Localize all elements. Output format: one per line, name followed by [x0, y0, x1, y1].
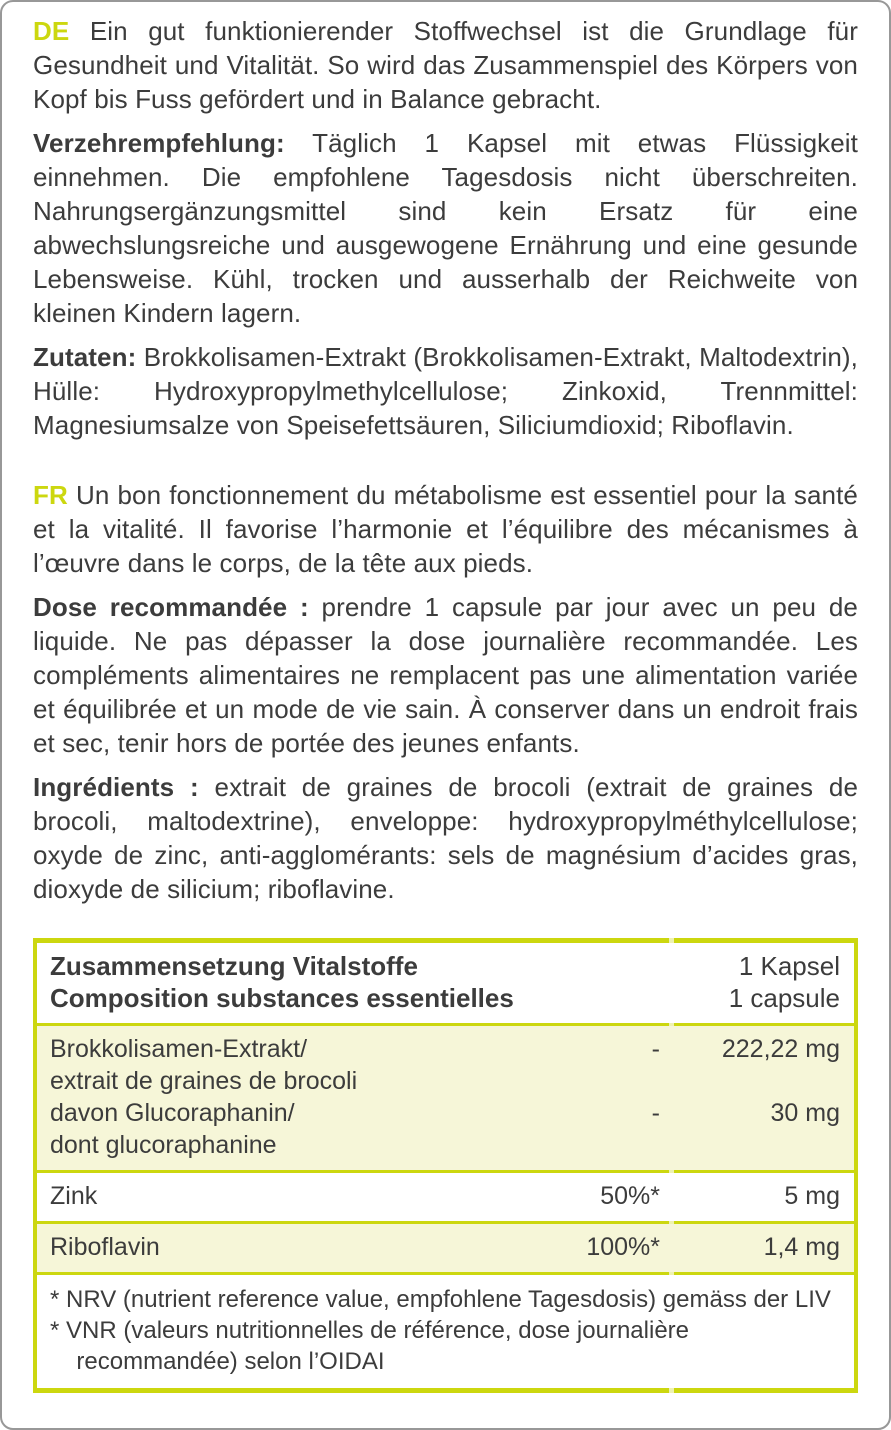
de-dosage-paragraph — [33, 126, 858, 330]
de-dosage-text: Täglich 1 Kapsel mit etwas Flüssigkeit einnehmen. Die empfohlene Tagesdosis nicht überschreiten. Nahrungsergänzungsmittel sind kein Ersatz für eine abwechslungsreiche und ausgewogene Ernährung und eine gesunde Lebensweise. Kühl, trocken und ausserhalb der Reichweite von kleinen Kindern lagern. — [33, 128, 858, 328]
fr-dosage-label: Dose recommandée : — [33, 592, 309, 622]
table-unit-fr: 1 capsule — [728, 983, 840, 1013]
de-intro-text: Ein gut funktionierender Stoffwechsel ist die Grundlage für Gesundheit und Vitalität. So wird das Zusammenspiel des Körpers von Kopf bis Fuss gefördert und in Balance gebracht. — [33, 16, 858, 114]
table-row-separator — [37, 1170, 854, 1173]
table-entry-broccoli-extract — [50, 1033, 840, 1097]
nutrient-name-de: davon Glucoraphanin/ — [50, 1099, 295, 1127]
nutrient-name-de: Brokkolisamen-Extrakt/ — [50, 1035, 308, 1063]
nutrient-nrv: 50%* — [600, 1182, 660, 1210]
language-badge-de: DE — [33, 16, 70, 46]
de-intro-paragraph — [33, 14, 858, 116]
nutrient-name-fr: extrait de graines de brocoli — [50, 1067, 358, 1095]
composition-table — [33, 938, 858, 1393]
nutrient-nrv: - — [651, 1099, 660, 1127]
table-entry-riboflavin — [50, 1231, 840, 1263]
table-entry-glucoraphanin — [50, 1097, 840, 1161]
language-badge-fr: FR — [33, 480, 68, 510]
de-ingredients-paragraph — [33, 340, 858, 442]
nutrient-name-de: Riboflavin — [50, 1233, 160, 1261]
de-dosage-label: Verzehrempfehlung: — [33, 128, 285, 158]
nutrient-name-fr: dont glucoraphanine — [50, 1131, 277, 1159]
table-row-separator — [37, 1221, 854, 1224]
fr-intro-text: Un bon fonctionnement du métabolisme est essentiel pour la santé et la vitalité. Il favorise l’harmonie et l’équilibre des mécanismes à l’œuvre dans le corps, de la tête aux pieds. — [33, 480, 858, 578]
fr-ingredients-paragraph — [33, 770, 858, 906]
table-row-zinc — [37, 1173, 854, 1221]
table-header-row — [37, 943, 854, 1023]
fr-ingredients-text: extrait de graines de brocoli (extrait de graines de brocoli, maltodextrine), enveloppe: hydroxypropylméthylcellulose; oxyde de zinc, anti-agglomérants: sels de magnésium d’acides gras, dioxyde de silicium; riboflavine. — [33, 772, 858, 904]
table-entry-zinc — [50, 1180, 840, 1212]
table-row-broccoli — [37, 1026, 854, 1170]
nutrient-name — [50, 1097, 560, 1161]
nutrient-nrv: - — [651, 1035, 660, 1063]
fr-ingredients-label: Ingrédients : — [33, 772, 199, 802]
table-title-fr: Composition substances essentielles — [50, 983, 514, 1013]
table-title — [50, 950, 560, 1014]
de-ingredients-text: Brokkolisamen-Extrakt (Brokkolisamen-Extrakt, Maltodextrin), Hülle: Hydroxypropylmethylcellulose; Zinkoxid, Trennmittel: Magnesiumsalze von Speisefettsäuren, Siliciumdioxid; Riboflavin. — [33, 342, 859, 440]
nutrient-name — [50, 1033, 560, 1097]
footnote-nrv: * NRV (nutrient reference value, empfohlene Tagesdosis) gemäss der LIV — [50, 1286, 831, 1313]
nutrient-name-de: Zink — [50, 1182, 98, 1210]
table-row-separator — [37, 1023, 854, 1026]
table-row-riboflavin — [37, 1224, 854, 1272]
table-title-de: Zusammensetzung Vitalstoffe — [50, 951, 418, 981]
nutrient-nrv: 100%* — [586, 1233, 660, 1261]
table-border-bottom — [37, 1388, 854, 1393]
nutrient-amount: 1,4 mg — [763, 1233, 840, 1261]
de-ingredients-label: Zutaten: — [33, 342, 137, 372]
table-unit-de: 1 Kapsel — [738, 951, 840, 981]
table-footnotes — [37, 1275, 854, 1388]
table-border-top — [37, 938, 854, 943]
fr-dosage-text: prendre 1 capsule par jour avec un peu de liquide. Ne pas dépasser la dose journalière recommandée. Les compléments alimentaires ne remplacent pas une alimentation variée et équilibrée et un mode de vie sain. À conserver dans un endroit frais et sec, tenir hors de portée des jeunes enfants. — [33, 592, 858, 758]
nutrient-amount: 222,22 mg — [721, 1035, 840, 1063]
nutrient-amount: 5 mg — [784, 1182, 840, 1210]
fr-intro-paragraph — [33, 478, 858, 580]
fr-dosage-paragraph — [33, 590, 858, 760]
footnote-vnr: * VNR (valeurs nutritionnelles de référence, dose journalière recommandée) selon l’OIDAI — [50, 1317, 689, 1375]
nutrient-amount: 30 mg — [770, 1099, 840, 1127]
table-unit-column-header — [560, 950, 840, 1014]
table-row-separator — [37, 1272, 854, 1275]
